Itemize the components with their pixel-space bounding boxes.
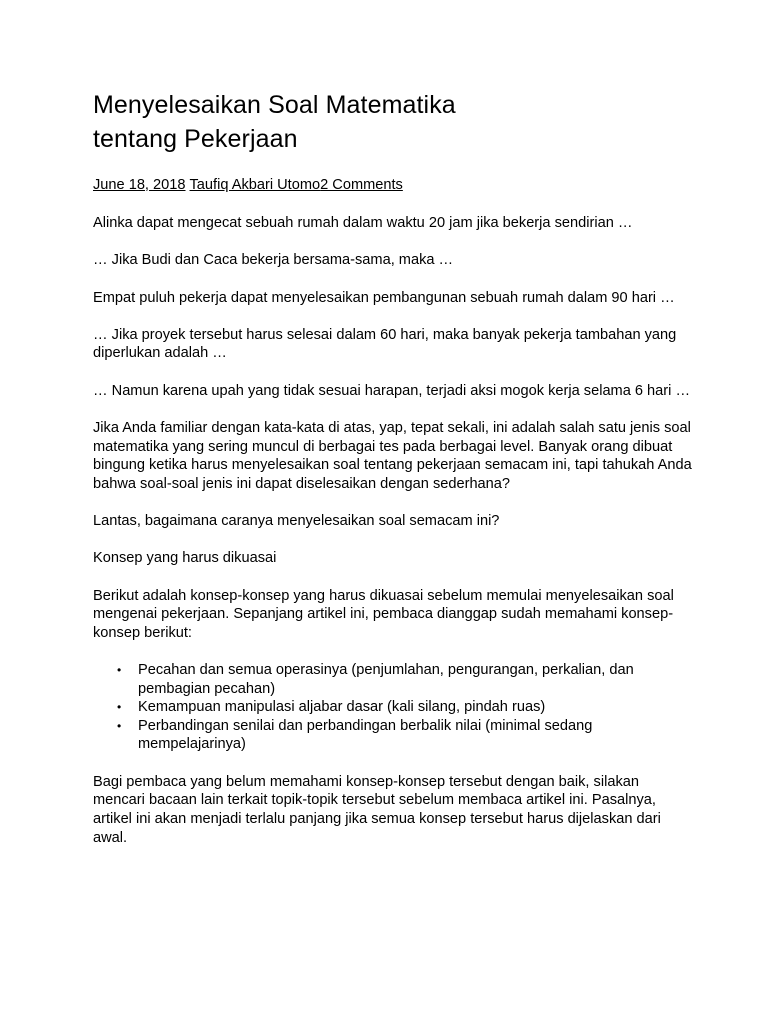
list-item: [93, 717, 693, 754]
paragraph-concepts-intro: Berikut adalah konsep-konsep yang harus dikuasai sebelum memulai menyelesaikan soal mengenai pekerjaan. Sepanjang artikel ini, pembaca dianggap sudah memahami konsep-konsep berikut:: [93, 587, 674, 641]
list-item-text: Perbandingan senilai dan perbandingan berbalik nilai (minimal sedang mempelajarinya): [138, 717, 593, 753]
author-link[interactable]: Taufiq Akbari Utomo: [189, 177, 321, 193]
concept-list: [93, 661, 693, 754]
article-title: [93, 88, 693, 156]
list-item-text: Kemampuan manipulasi aljabar dasar (kali silang, pindah ruas): [138, 699, 546, 716]
paragraph-question: Lantas, bagaimana caranya menyelesaikan soal semacam ini?: [93, 513, 500, 530]
paragraph-intro-4: … Jika proyek tersebut harus selesai dalam 60 hari, maka banyak pekerja tambahan yang diperlukan adalah …: [93, 326, 677, 362]
bullet-icon: •: [117, 718, 122, 733]
article-meta: [93, 176, 693, 194]
paragraph-intro-5: … Namun karena upah yang tidak sesuai harapan, terjadi aksi mogok kerja selama 6 hari …: [93, 382, 691, 399]
paragraph-intro-2: … Jika Budi dan Caca bekerja bersama-sama, maka …: [93, 252, 454, 269]
post-date-link[interactable]: June 18, 2018: [93, 177, 186, 193]
bullet-icon: •: [117, 700, 122, 715]
list-item: [93, 698, 693, 717]
article-title-line-2: tentang Pekerjaan: [93, 125, 298, 153]
article-title-line-1: Menyelesaikan Soal Matematika: [93, 91, 456, 119]
list-item-text: Pecahan dan semua operasinya (penjumlahan, pengurangan, perkalian, dan pembagian pecahan): [138, 662, 634, 697]
article: [93, 88, 693, 847]
paragraph-closing: Bagi pembaca yang belum memahami konsep-konsep tersebut dengan baik, silakan mencari bacaan lain terkait topik-topik tersebut sebelum membaca artikel ini. Pasalnya, artikel ini akan menjadi terlalu panjang jika semua konsep tersebut harus dijelaskan dari awal.: [93, 773, 661, 846]
comments-link[interactable]: 2 Comments: [320, 177, 403, 193]
paragraph-intro-1: Alinka dapat mengecat sebuah rumah dalam waktu 20 jam jika bekerja sendirian …: [93, 215, 633, 231]
section-heading-concepts: Konsep yang harus dikuasai: [93, 550, 277, 567]
list-item: [93, 661, 693, 698]
article-body: [93, 214, 693, 847]
bullet-icon: •: [117, 663, 122, 678]
paragraph-context: Jika Anda familiar dengan kata-kata di atas, yap, tepat sekali, ini adalah salah satu jenis soal matematika yang sering muncul di berbagai tes pada berbagai level. Banyak orang dibuat bingung ketika harus menyelesaikan soal tentang pekerjaan semacam ini, tapi tahukah Anda bahwa soal-soal jenis ini dapat diselesaikan dengan sederhana?: [93, 420, 692, 492]
paragraph-intro-3: Empat puluh pekerja dapat menyelesaikan pembangunan sebuah rumah dalam 90 hari …: [93, 289, 675, 306]
